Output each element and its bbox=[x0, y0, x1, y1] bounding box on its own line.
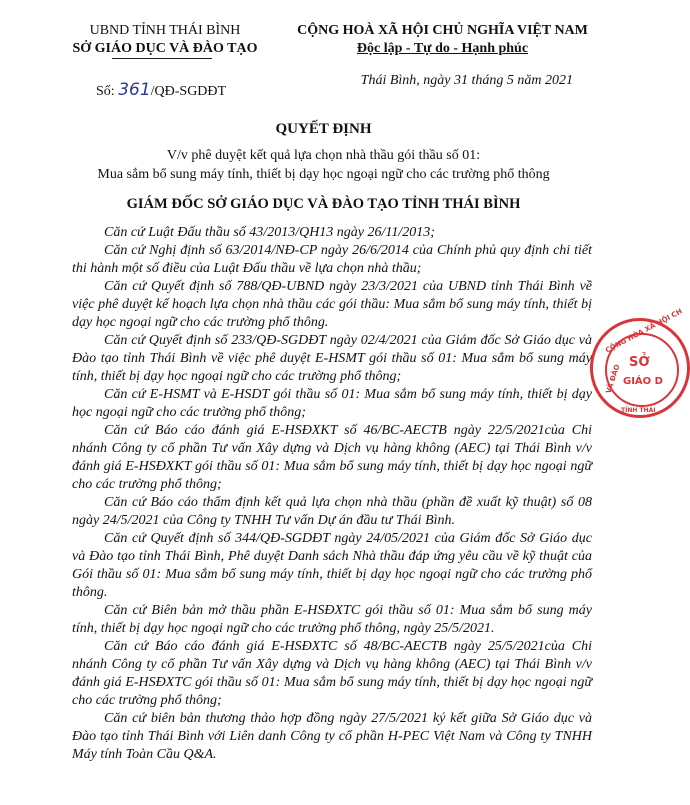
paragraph: Căn cứ Nghị định số 63/2014/NĐ-CP ngày 26/6/2014 của Chính phủ quy định chi tiết thi hành một số điều của Luật Đấu thầu về lựa chọn nhà thầu; bbox=[72, 243, 592, 276]
document-body bbox=[72, 224, 592, 764]
subject-line-2: Mua sắm bổ sung máy tính, thiết bị dạy học ngoại ngữ cho các trường phổ thông bbox=[97, 167, 550, 182]
doc-no-handwritten: 361 bbox=[118, 80, 151, 100]
national-motto bbox=[270, 22, 615, 58]
seal-lower-text: GIÁO D bbox=[623, 376, 663, 387]
paragraph: Căn cứ Báo cáo đánh giá E-HSĐXKT số 46/BC-AECTB ngày 22/5/2021của Chi nhánh Công ty cổ phần Tư vấn Xây dựng và Dịch vụ hàng không (AEC) tại Thái Bình v/v đánh giá E-HSĐXKT gói thầu số 01: Mua sắm bổ sung máy tính, thiết bị dạy học ngoại ngữ cho các trường phổ thông; bbox=[72, 423, 592, 492]
issuing-authority: GIÁM ĐỐC SỞ GIÁO DỤC VÀ ĐÀO TẠO TỈNH THÁI BÌNH bbox=[126, 196, 521, 212]
issue-date: Thái Bình, ngày 31 tháng 5 năm 2021 bbox=[360, 73, 573, 88]
paragraph: Căn cứ Báo cáo đánh giá E-HSĐXTC số 48/BC-AECTB ngày 25/5/2021của Chi nhánh Công ty cổ phần Tư vấn Xây dựng và Dịch vụ hàng không (AEC) tại Thái Bình v/v đánh giá E-HSĐXTC gói thầu số 01: Mua sắm bổ sung máy tính, thiết bị dạy học ngoại ngữ cho các trường phổ thông; bbox=[72, 639, 592, 708]
paragraph: Căn cứ Quyết định số 233/QĐ-SGDĐT ngày 02/4/2021 của Giám đốc Sở Giáo dục và Đào tạo tỉnh Thái Bình về việc phê duyệt E-HSMT gói thầu số 01: Mua sắm bổ sung máy tính, thiết bị dạy học ngoại ngữ cho các trường phổ thông; bbox=[72, 333, 592, 384]
seal-top-text: CỘNG HÒA XÃ HỘI CH bbox=[604, 307, 684, 355]
paragraph: Căn cứ Báo cáo thẩm định kết quả lựa chọn nhà thầu (phần đề xuất kỹ thuật) số 08 ngày 24/5/2021 của Công ty TNHH Tư vấn Dự án đầu tư Thái Bình. bbox=[72, 495, 592, 528]
issuing-agency bbox=[60, 22, 270, 58]
agency-line-1: UBND TỈNH THÁI BÌNH bbox=[89, 23, 241, 38]
motto-line-1: CỘNG HOÀ XÃ HỘI CHỦ NGHĨA VIỆT NAM bbox=[297, 23, 588, 38]
subject bbox=[0, 146, 647, 184]
motto-line-2: Độc lập - Tự do - Hạnh phúc bbox=[356, 41, 529, 56]
seal-side-text: VÀ ĐÀO bbox=[604, 363, 622, 395]
paragraph: Căn cứ Biên bản mở thầu phần E-HSĐXTC gói thầu số 01: Mua sắm bổ sung máy tính, thiết bị dạy học ngoại ngữ cho các trường phổ thông, ngày 25/5/2021. bbox=[72, 603, 592, 636]
agency-underline bbox=[112, 58, 212, 59]
paragraph: Căn cứ Luật Đấu thầu số 43/2013/QH13 ngày 26/11/2013; bbox=[104, 225, 435, 240]
seal-bottom-text: TỈNH THÁI bbox=[621, 407, 656, 414]
paragraph: Căn cứ biên bản thương thảo hợp đồng ngày 27/5/2021 ký kết giữa Sở Giáo dục và Đào tạo tỉnh Thái Bình với Liên danh Công ty cổ phần H-PEC Việt Nam và Công ty TNHH Máy tính Toàn Cầu Q&A. bbox=[72, 711, 592, 762]
doc-no-suffix: /QĐ-SGDĐT bbox=[150, 84, 227, 99]
seal-center-text: SỞ bbox=[629, 355, 650, 370]
document-title: QUYẾT ĐỊNH bbox=[275, 121, 372, 137]
paragraph: Căn cứ E-HSMT và E-HSDT gói thầu số 01: Mua sắm bổ sung máy tính, thiết bị dạy học ngoại ngữ cho các trường phổ thông; bbox=[72, 387, 592, 420]
agency-line-2: SỞ GIÁO DỤC VÀ ĐÀO TẠO bbox=[72, 41, 258, 56]
paragraph: Căn cứ Quyết định số 344/QĐ-SGDĐT ngày 24/05/2021 của Giám đốc Sở Giáo dục và Đào tạo tỉnh Thái Bình, Phê duyệt Danh sách Nhà thầu đáp ứng yêu cầu về kỹ thuật của Gói thầu số 01: Mua sắm bổ sung máy tính, thiết bị dạy học ngoại ngữ cho các trường phổ thông. bbox=[72, 531, 592, 600]
subject-line-1: V/v phê duyệt kết quả lựa chọn nhà thầu gói thầu số 01: bbox=[166, 148, 481, 163]
official-seal bbox=[590, 307, 690, 418]
doc-no-prefix: Số: bbox=[96, 84, 115, 99]
paragraph: Căn cứ Quyết định số 788/QĐ-UBND ngày 23/3/2021 của UBND tỉnh Thái Bình về việc phê duyệt kế hoạch lựa chọn nhà thầu các gói thầu: Mua sắm bổ sung máy tính, thiết bị dạy học ngoại ngữ cho các trường phổ thông. bbox=[72, 279, 592, 330]
document-number bbox=[96, 80, 226, 100]
